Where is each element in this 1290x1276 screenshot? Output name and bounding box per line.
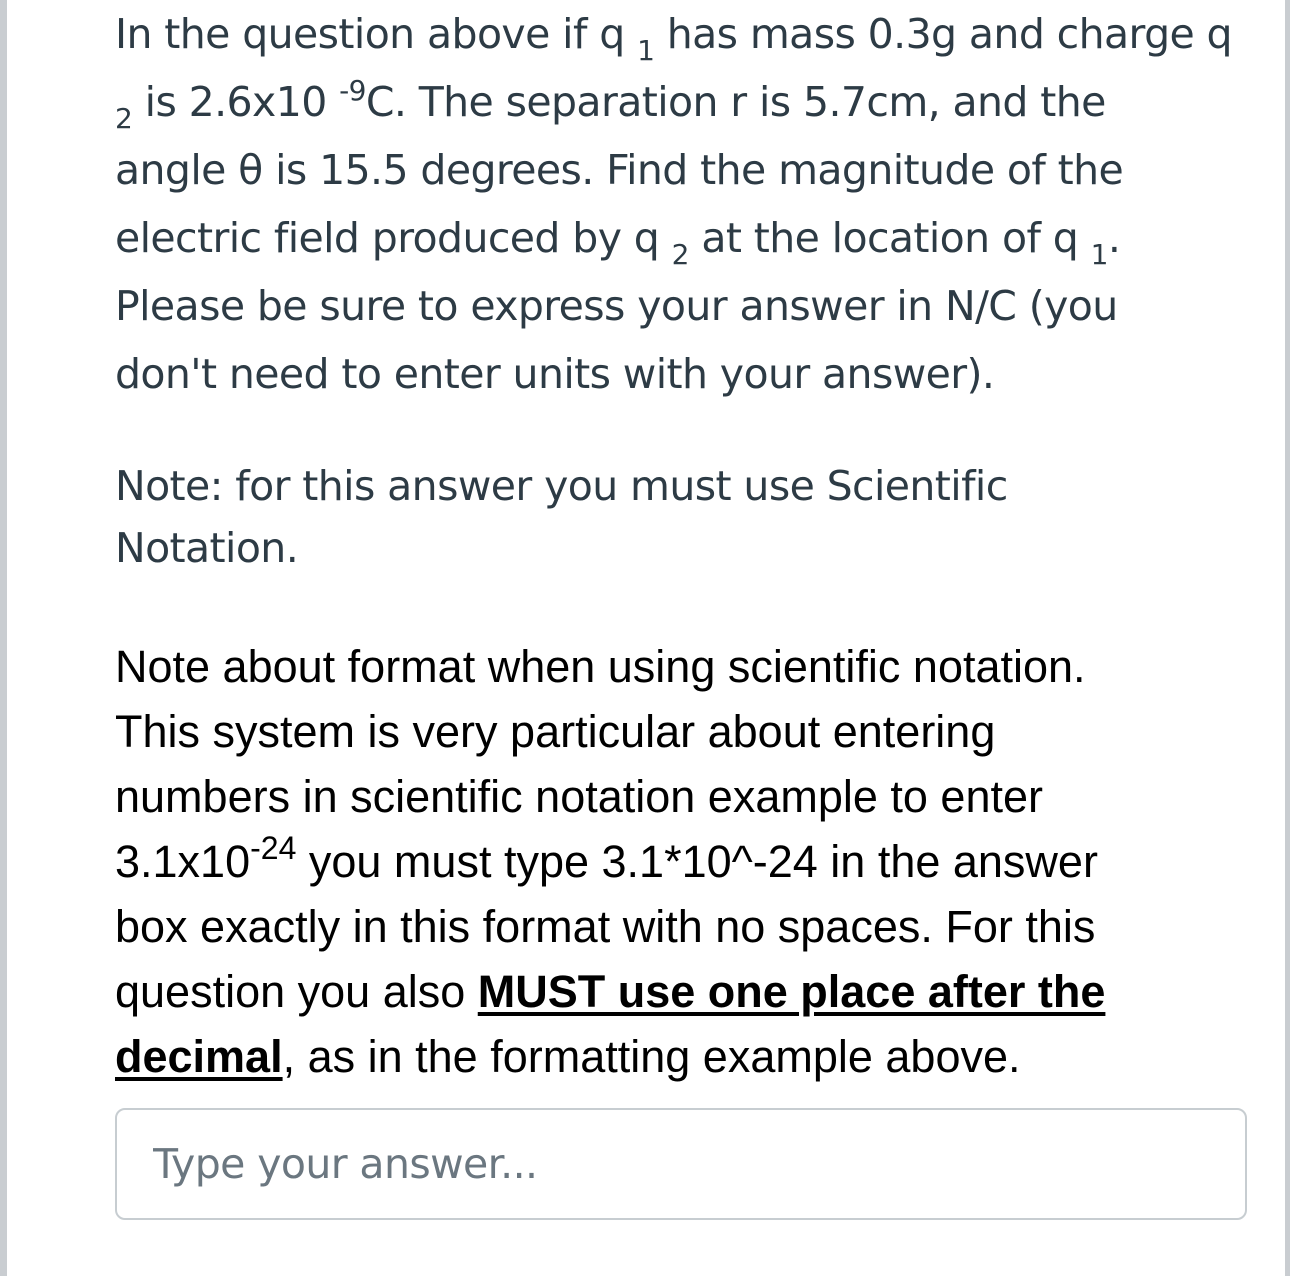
scientific-notation-note: [115, 455, 1265, 579]
format-line: question you also MUST use one place after the: [115, 966, 1106, 1017]
format-note: [115, 634, 1265, 1089]
format-line: Note about format when using scientific notation.: [115, 641, 1086, 692]
question-line: angle θ is 15.5 degrees. Find the magnitude of the: [115, 146, 1124, 194]
question-line: $_2$ is 2.6x10 $^{-9}$C. The separation r is 5.7cm, and the: [115, 74, 1106, 135]
format-line: This system is very particular about entering: [115, 706, 996, 757]
question-line: electric field produced by q $_2$ at the location of q $_1$.: [115, 214, 1121, 271]
question-line: don't need to enter units with your answer).: [115, 350, 995, 398]
note-line: Notation.: [115, 524, 299, 572]
format-line: numbers in scientific notation example to enter: [115, 771, 1043, 822]
format-line: decimal, as in the formatting example above.: [115, 1031, 1021, 1082]
left-border: [0, 0, 7, 1276]
format-line: box exactly in this format with no spaces. For this: [115, 901, 1096, 952]
emphasis-text: MUST use one place after the: [477, 966, 1106, 1017]
right-border: [1285, 0, 1290, 1276]
note-line: Note: for this answer you must use Scientific: [115, 462, 1008, 510]
emphasis-text: decimal: [115, 1031, 283, 1082]
question-text: [115, 0, 1265, 408]
question-line: In the question above if q $_1$ has mass 0.3g and charge q: [115, 10, 1232, 67]
format-line: $3.1x10^{-24}$ you must type 3.1*10^-24 in the answer: [115, 830, 1098, 887]
question-line: Please be sure to express your answer in N/C (you: [115, 282, 1118, 330]
answer-input[interactable]: [115, 1108, 1247, 1220]
